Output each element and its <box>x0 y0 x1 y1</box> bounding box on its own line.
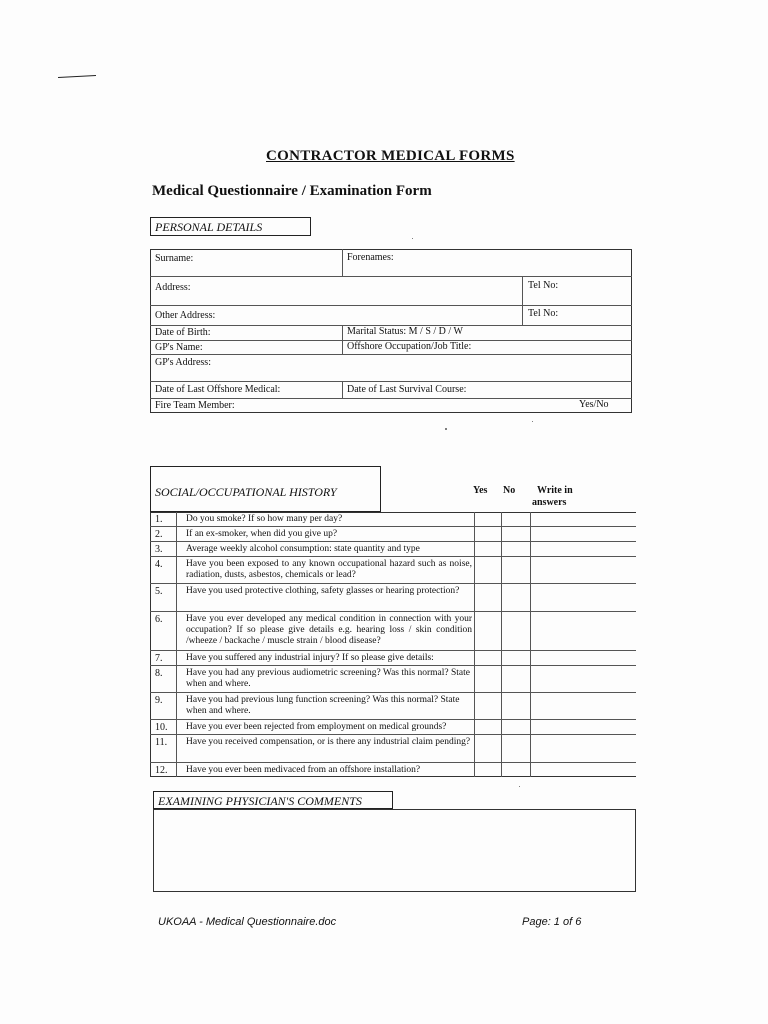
physician-heading-text: EXAMINING PHYSICIAN'S COMMENTS <box>158 794 362 808</box>
question-number: 8. <box>155 668 163 679</box>
offshore-occupation-label: Offshore Occupation/Job Title: <box>347 341 472 352</box>
tel-no-2-label: Tel No: <box>528 308 559 319</box>
question-number: 7. <box>155 653 163 664</box>
surname-label: Surname: <box>155 253 194 264</box>
personal-details-heading-text: PERSONAL DETAILS <box>155 220 263 234</box>
history-heading-text: SOCIAL/OCCUPATIONAL HISTORY <box>155 485 337 499</box>
form-subtitle: Medical Questionnaire / Examination Form <box>152 183 432 199</box>
col-no-header: No <box>503 485 516 496</box>
grid-line <box>176 512 177 777</box>
other-address-label: Other Address: <box>155 310 216 321</box>
question-text: Have you used protective clothing, safety glasses or hearing protection? <box>186 586 460 596</box>
scan-speck <box>445 428 447 430</box>
grid-line <box>150 541 636 542</box>
main-title: CONTRACTOR MEDICAL FORMS <box>266 148 515 164</box>
grid-line <box>150 762 636 763</box>
grid-line <box>522 276 523 325</box>
question-text: Have you received compensation, or is there any industrial claim pending? <box>186 737 471 747</box>
question-number: 4. <box>155 559 163 570</box>
question-number: 12. <box>155 765 168 776</box>
question-text: Have you had previous lung function screening? Was this normal? State when and where. <box>186 695 460 716</box>
question-text: If an ex-smoker, when did you give up? <box>186 529 338 539</box>
grid-line <box>530 512 531 777</box>
grid-line <box>150 398 632 399</box>
question-number: 3. <box>155 544 163 555</box>
question-number: 11. <box>155 737 168 748</box>
question-text: Have you been exposed to any known occupational hazard such as noise, radiation, dusts, asbestos, chemicals or lead? <box>186 559 472 580</box>
scan-speck <box>412 238 413 239</box>
grid-line <box>150 583 636 584</box>
personal-details-heading <box>150 217 311 236</box>
scan-speck <box>532 421 533 422</box>
grid-line <box>150 556 636 557</box>
fire-team-yes-no: Yes/No <box>579 399 609 410</box>
question-number: 2. <box>155 529 163 540</box>
last-offshore-medical-label: Date of Last Offshore Medical: <box>155 384 281 395</box>
dob-label: Date of Birth: <box>155 327 211 338</box>
col-write-header-2: answers <box>532 497 567 508</box>
footer-page-number: Page: 1 of 6 <box>522 916 582 928</box>
marital-status-label: Marital Status: M / S / D / W <box>347 326 463 337</box>
address-label: Address: <box>155 282 191 293</box>
grid-line <box>342 381 343 398</box>
last-survival-course-label: Date of Last Survival Course: <box>347 384 467 395</box>
grid-line <box>342 249 343 276</box>
question-text: Average weekly alcohol consumption: state quantity and type <box>186 544 420 554</box>
question-number: 5. <box>155 586 163 597</box>
grid-line <box>150 381 632 382</box>
physician-comments-box[interactable] <box>153 809 636 892</box>
tel-no-label: Tel No: <box>528 280 559 291</box>
grid-line <box>150 305 632 306</box>
question-text: Have you ever been medivaced from an offshore installation? <box>186 765 421 775</box>
footer-doc-name: UKOAA - Medical Questionnaire.doc <box>158 916 337 928</box>
grid-line <box>150 526 636 527</box>
grid-line <box>474 512 475 777</box>
grid-line <box>150 665 636 666</box>
gp-name-label: GP's Name: <box>155 342 203 353</box>
grid-line <box>150 650 636 651</box>
history-heading <box>150 466 381 512</box>
fire-team-label: Fire Team Member: <box>155 400 235 411</box>
forenames-label: Forenames: <box>347 252 394 263</box>
grid-line <box>150 719 636 720</box>
question-number: 1. <box>155 514 163 525</box>
grid-line <box>150 354 632 355</box>
question-number: 10. <box>155 722 168 733</box>
question-text: Have you had any previous audiometric screening? Was this normal? State when and where. <box>186 668 470 689</box>
question-text: Have you ever been rejected from employment on medical grounds? <box>186 722 447 732</box>
question-number: 6. <box>155 614 163 625</box>
scan-mark <box>58 75 96 78</box>
question-number: 9. <box>155 695 163 706</box>
col-yes-header: Yes <box>473 485 488 496</box>
col-write-header: Write in <box>537 485 573 496</box>
grid-line <box>150 611 636 612</box>
grid-line <box>150 734 636 735</box>
grid-line <box>150 276 632 277</box>
grid-line <box>342 325 343 354</box>
question-text: Do you smoke? If so how many per day? <box>186 514 343 524</box>
scan-speck <box>519 786 520 787</box>
question-text: Have you ever developed any medical condition in connection with your occupation? If so please give details e.g. hearing loss / skin condition /wheeze / backache / muscle strain / blood disease? <box>186 614 472 646</box>
gp-address-label: GP's Address: <box>155 357 211 368</box>
question-text: Have you suffered any industrial injury? If so please give details: <box>186 653 434 663</box>
grid-line <box>150 692 636 693</box>
physician-heading <box>153 791 393 809</box>
grid-line <box>501 512 502 777</box>
